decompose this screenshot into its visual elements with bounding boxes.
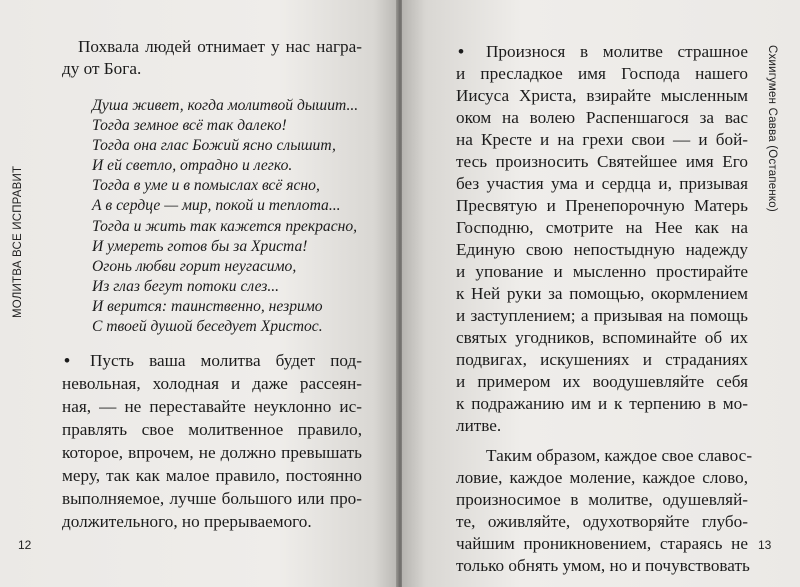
intro-line: Похвала людей отнимает у нас награ- [78,37,362,56]
bullet-line: и упование и мысленно простирайте [456,262,748,281]
poem-line: И ей светло, отрадно и легко. [92,157,293,174]
bullet-line: к Ней руки за помощью, окормлением [456,284,748,303]
left-running-head: МОЛИТВА ВСЕ ИСПРАВИТ [12,165,24,318]
bullet-line: правлять свое молитвенное правило, [62,420,362,439]
right-page-number: 13 [758,538,772,552]
bullet-line: святых угодников, вспоминайте об их [456,328,748,347]
poem-line: Тогда в уме и в помыслах всё ясно, [92,177,320,194]
paragraph-line: Таким образом, каждое свое славос- [486,446,753,465]
bullet-line: Произнося в молитве страшное [486,42,748,61]
intro-line: ду от Бога. [62,59,142,78]
bullet-line: должительного, но прерываемого. [62,512,312,531]
poem-line: И умереть готов бы за Христа! [92,238,308,255]
paragraph-line: чайшим проникновением, стараясь не [456,534,748,553]
bullet-line: на Кресте и на грехи свои — и бой- [456,130,748,149]
bullet-line: Пусть ваша молитва будет под- [90,351,362,370]
left-page [0,0,398,587]
bullet-line: тесь произносить Святейшее имя Его [456,152,748,171]
poem-line: С твоей душой беседует Христос. [92,318,323,335]
bullet-line: подвигах, искушениях и страданиях [456,350,748,369]
poem-line: И верится: таинственно, незримо [92,298,323,315]
bullet-line: Иисуса Христа, взирайте мысленным [456,86,748,105]
bullet-line: и заступлением; а призывая на помощь [456,306,748,325]
paragraph-line: ловие, каждое моление, каждое слово, [456,468,748,487]
poem-line: Тогда земное всё так далеко! [92,117,287,134]
right-running-head: Схиигумен Савва (Остапенко) [766,45,778,212]
paragraph-line: произносимое в молитве, одушевляй- [456,490,748,509]
bullet-line: литве. [456,416,502,435]
bullet-line: Единую свою непостыдную надежду [456,240,748,259]
poem-line: Тогда она глас Божий ясно слышит, [92,137,336,154]
poem-line: Душа живет, когда молитвой дышит... [92,97,359,114]
bullet-line: без участия ума и сердца и, призывая [456,174,748,193]
bullet-line: Господню, смотрите на Нее как на [456,218,748,237]
bullet-marker: • [64,351,71,370]
bullet-line: и пресладкое имя Господа нашего [456,64,748,83]
bullet-marker: • [458,42,465,61]
bullet-line: меру, так как малое правило, постоянно [62,466,362,485]
bullet-line: выполняемое, лучше большого или про- [62,489,362,508]
poem-line: Из глаз бегут потоки слез... [92,278,280,295]
left-page-number: 12 [18,538,32,552]
paragraph-line: только обнять умом, но и почувствовать [456,556,750,575]
bullet-line: которое, впрочем, не должно превышать [62,443,362,462]
bullet-line: оком на волею Распеншагося за вас [456,108,748,127]
paragraph-line: те, оживляйте, одухотворяйте глубо- [456,512,748,531]
bullet-line: и примером их воодушевляйте себя [456,372,748,391]
poem-line: А в сердце — мир, покой и теплота... [92,197,341,214]
poem-line: Огонь любви горит неугасимо, [92,258,297,275]
bullet-line: невольная, холодная и даже рассеян- [62,374,362,393]
poem-line: Тогда и жить так кажется прекрасно, [92,218,358,235]
bullet-line: к подражанию им и к терпению в мо- [456,394,748,413]
right-page [402,0,800,587]
bullet-line: Пресвятую и Пренепорочную Матерь [456,196,748,215]
bullet-line: ная, — не переставайте неуклонно ис- [62,397,362,416]
